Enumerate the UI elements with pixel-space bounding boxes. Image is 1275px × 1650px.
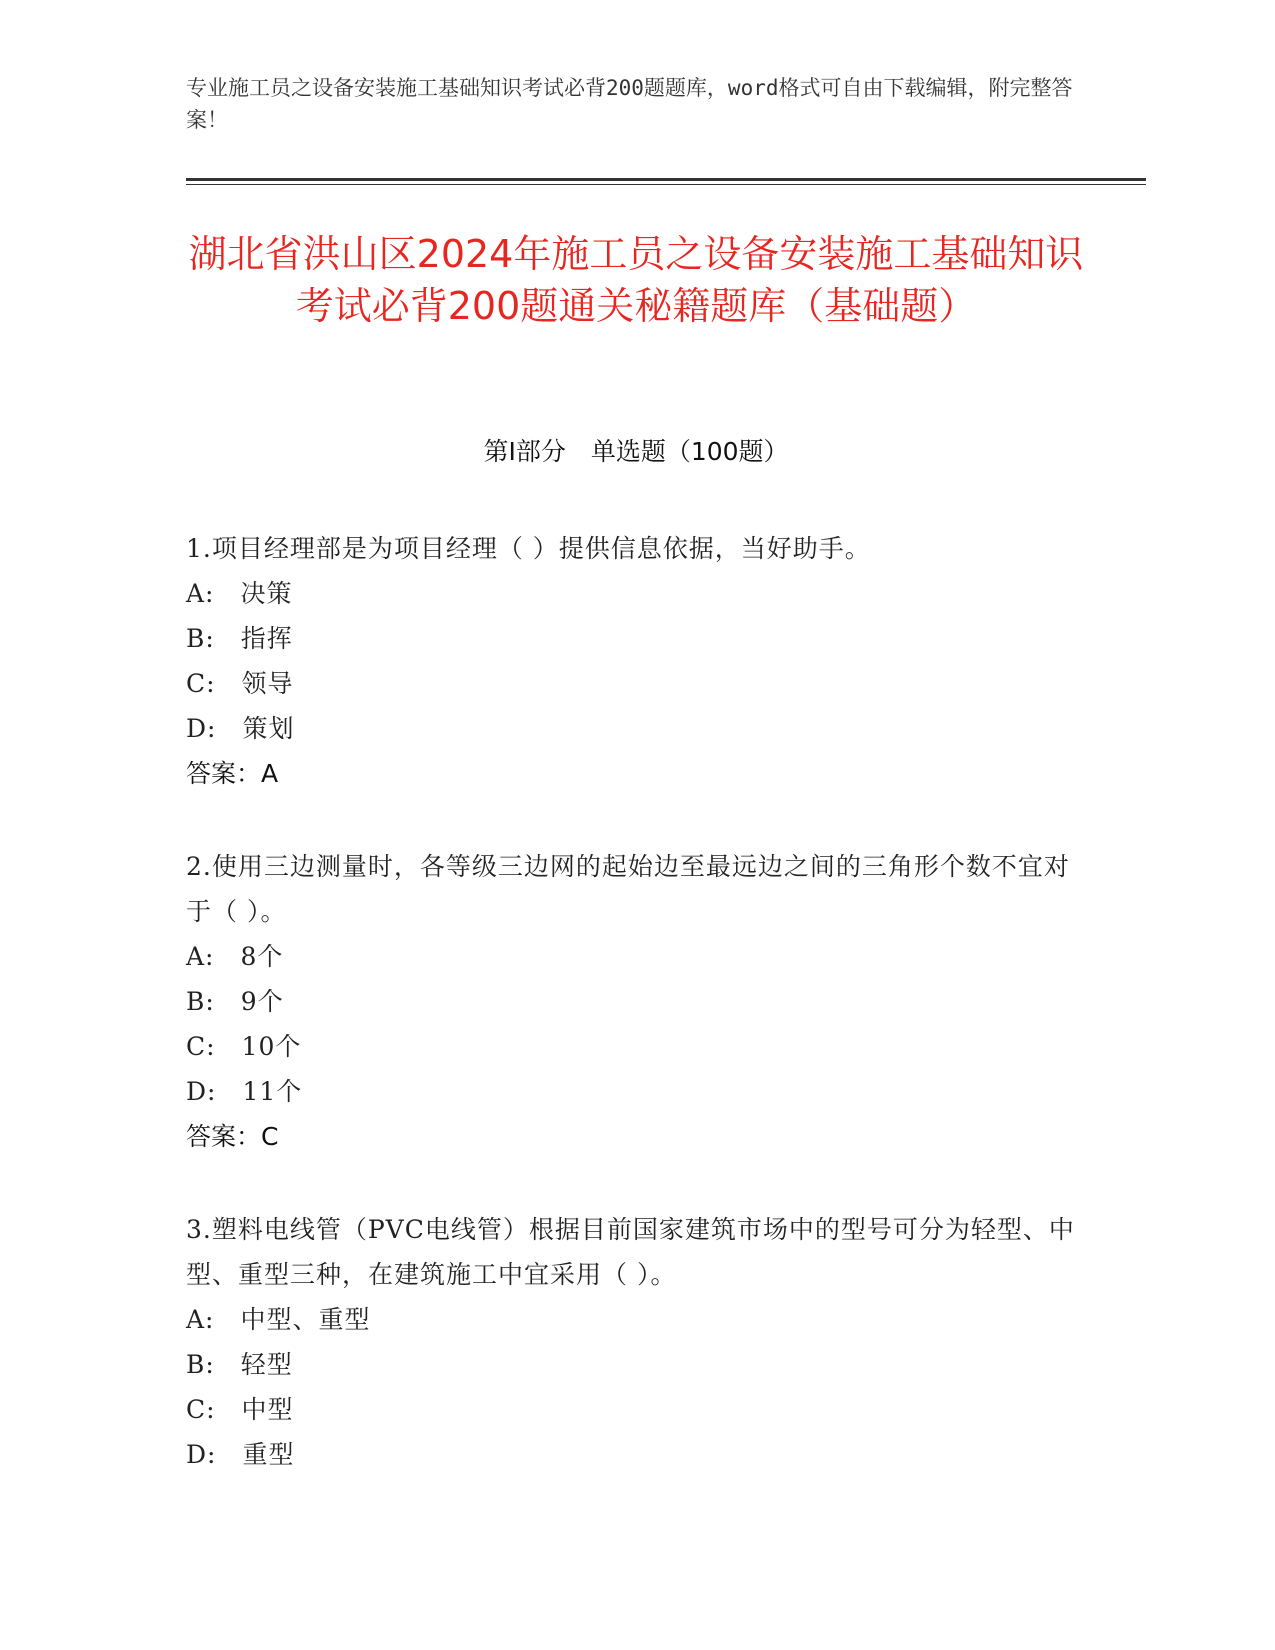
option-d: D: 11个: [186, 1077, 303, 1106]
section-title: 第I部分 单选题（100题）: [483, 437, 789, 466]
option-d: D: 策划: [186, 714, 295, 743]
option-d: D: 重型: [186, 1440, 295, 1469]
option-a: A: 决策: [186, 579, 293, 608]
option-b: B: 轻型: [186, 1350, 293, 1379]
option-c: C: 中型: [186, 1395, 294, 1424]
answer: 答案：A: [186, 759, 279, 788]
answer: 答案：C: [186, 1122, 279, 1151]
question-stem: 2.使用三边测量时，各等级三边网的起始边至最远边之间的三角形个数不宜对于（ ）。: [186, 852, 1070, 926]
question-3: [186, 1207, 1086, 1477]
question-list: [186, 526, 1086, 1525]
option-a: A: 8个: [186, 942, 284, 971]
option-b: B: 9个: [186, 987, 284, 1016]
document-title: 湖北省洪山区2024年施工员之设备安装施工基础知识考试必背200题通关秘籍题库（基础题）: [188, 232, 1084, 328]
question-stem: 3.塑料电线管（PVC电线管）根据目前国家建筑市场中的型号可分为轻型、中型、重型三种，在建筑施工中宜采用（ ）。: [186, 1215, 1075, 1289]
header-note: 专业施工员之设备安装施工基础知识考试必背200题题库，word格式可自由下载编辑，附完整答案！: [186, 76, 1073, 132]
header-divider-thin: [186, 184, 1146, 185]
option-c: C: 领导: [186, 669, 294, 698]
header-divider-thick: [186, 178, 1146, 181]
question-2: [186, 844, 1086, 1159]
question-1: [186, 526, 1086, 796]
question-stem: 1.项目经理部是为项目经理（ ）提供信息依据，当好助手。: [186, 534, 871, 563]
option-b: B: 指挥: [186, 624, 293, 653]
option-a: A: 中型、重型: [186, 1305, 371, 1334]
option-c: C: 10个: [186, 1032, 302, 1061]
